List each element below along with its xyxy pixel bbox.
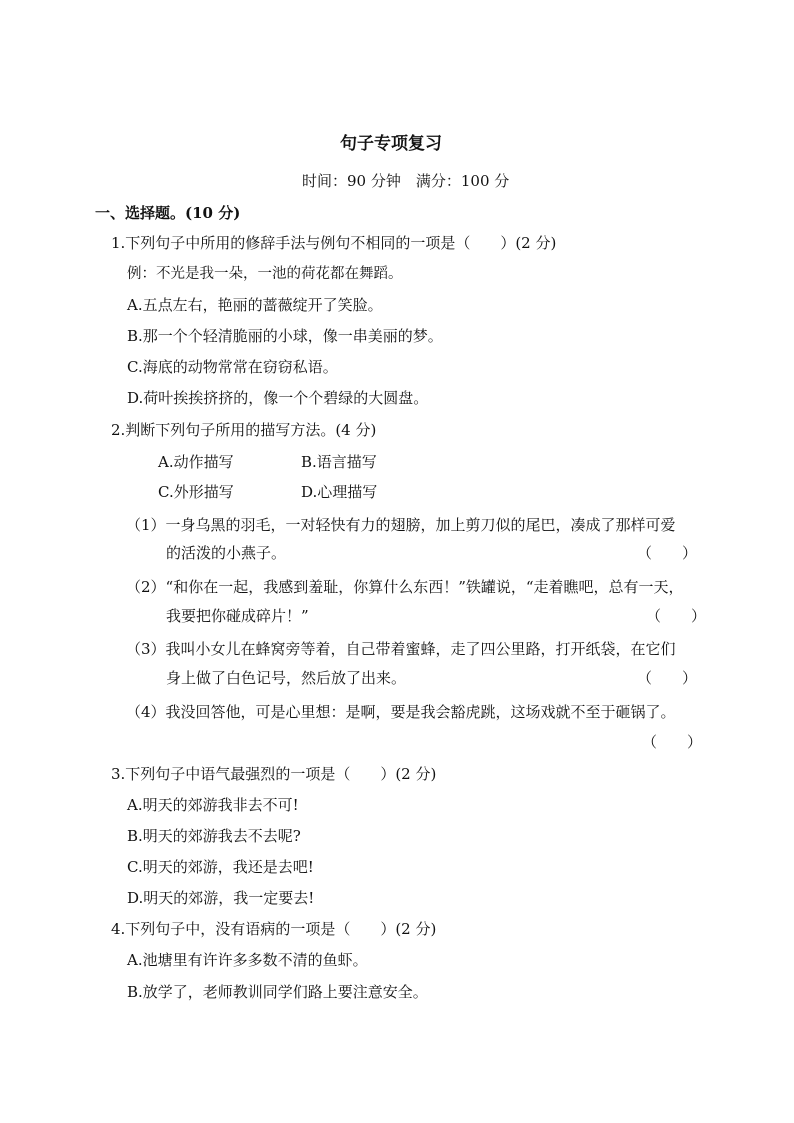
sentence-3-line-2: 身上做了白色记号，然后放了出来。 [166,669,407,687]
question-2-choice-b: B.语言描写 [301,453,377,471]
answer-blank-1[interactable]: （ ） [637,544,698,562]
question-3-option-a: A.明天的郊游我非去不可! [127,796,299,814]
sentence-2-line-1: （2）“和你在一起，我感到羞耻，你算什么东西！”铁罐说，“走着瞧吧，总有一天， [126,578,684,596]
question-4-option-b: B.放学了，老师教训同学们路上要注意安全。 [127,983,428,1001]
exam-meta: 时间：90 分钟 满分：100 分 [302,172,510,190]
sentence-4-line-1: （4）我没回答他，可是心里想：是啊，要是我会豁虎跳，这场戏就不至于砸锅了。 [126,703,676,721]
answer-blank-4[interactable]: （ ） [642,733,703,751]
answer-blank-2[interactable]: （ ） [646,607,707,625]
question-2-stem: 2.判断下列句子所用的描写方法。(4 分) [111,421,377,439]
question-2-choice-c: C.外形描写 [158,483,234,501]
sentence-3-line-1: （3）我叫小女儿在蜂窝旁等着，自己带着蜜蜂，走了四公里路，打开纸袋，在它们 [126,640,676,658]
question-3-option-b: B.明天的郊游我去不去呢? [127,827,301,845]
section-heading: 一、选择题。(10 分) [95,204,241,222]
question-1-option-c: C.海底的动物常常在窃窃私语。 [127,358,338,376]
question-1-option-b: B.那一个个轻清脆丽的小球，像一串美丽的梦。 [127,327,443,345]
sentence-2-line-2: 我要把你碰成碎片！” [166,607,309,625]
answer-blank-3[interactable]: （ ） [637,669,698,687]
question-1-stem: 1.下列句子中所用的修辞手法与例句不相同的一项是（ ）(2 分) [111,234,557,252]
question-3-option-c: C.明天的郊游，我还是去吧! [127,858,314,876]
sentence-1-line-2: 的活泼的小燕子。 [166,544,287,562]
question-3-stem: 3.下列句子中语气最强烈的一项是（ ）(2 分) [111,765,437,783]
question-2-choice-a: A.动作描写 [158,453,234,471]
sentence-1-line-1: （1）一身乌黑的羽毛，一对轻快有力的翅膀，加上剪刀似的尾巴，凑成了那样可爱 [126,516,676,534]
question-4-option-a: A.池塘里有许许多多数不清的鱼虾。 [127,951,368,969]
question-1-example: 例：不光是我一朵，一池的荷花都在舞蹈。 [127,266,403,282]
question-3-option-d: D.明天的郊游，我一定要去! [127,889,315,907]
question-4-stem: 4.下列句子中，没有语病的一项是（ ）(2 分) [111,920,437,938]
page-title: 句子专项复习 [340,134,442,154]
question-1-option-d: D.荷叶挨挨挤挤的，像一个个碧绿的大圆盘。 [127,389,429,407]
question-1-option-a: A.五点左右，艳丽的蔷薇绽开了笑脸。 [127,296,383,314]
question-2-choice-d: D.心理描写 [301,483,378,501]
